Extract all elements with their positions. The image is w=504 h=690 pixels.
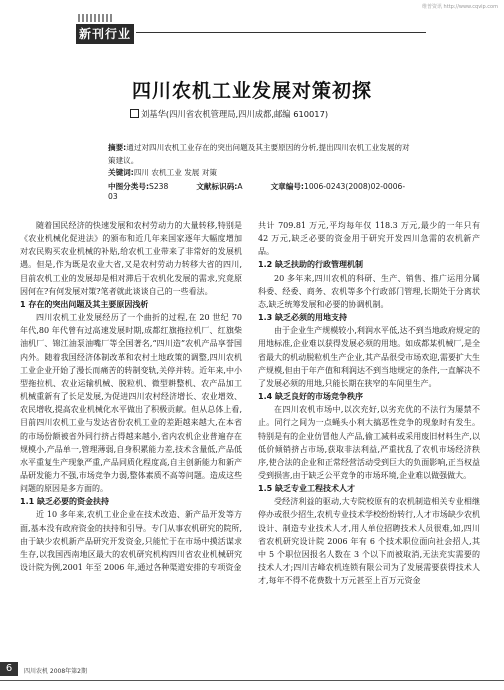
article-title: 四川农机工业发展对策初探: [131, 80, 372, 102]
abstract: [108, 141, 414, 167]
paragraph: 受经济利益的驱动,大专院校原有的农机制造相关专业相继停办或很少招生,农机专业技术学校纷纷转行,人才市场缺少农机设计、制造专业技术人才,用人单位招聘技术人员很难,如,四川省农机研究设计院 2006 年有 6 个技术职位面向社会招人,其中 5 个职位因报名人数在 3 个以下而被取消,无法充实需要的技术人才;四川吉峰农机连锁有限公司为了发展需要获得技术人才,每年不得不花费数十万元甚至上百万元资金: [258, 497, 480, 586]
paragraph: 共计 709.81 万元,平均每年仅 118.3 万元,最少的一年只有 42 万元,缺乏必要的资金用于研究开发四川急需的农机新产品。: [258, 221, 480, 257]
paragraph: 随着国民经济的快速发展和农村劳动力的大量转移,特别是《农业机械化促进法》的颁布和近几年来国家逐年大幅度增加对农民购买农业机械的补贴,给农机工业带来了非常好的发展机遇。但是,作为既是农业大省,又是农村劳动力转移大省的四川,目前农机工业的发展却是相对滞后于农机化发展的需求,究竟原因何在?有何发展对策?笔者就此谈谈自己的一些看法。: [20, 221, 242, 296]
abstract-text: 通过对四川农机工业存在的突出问题及其主要原因的分析,提出四川农机工业发展的对策建议。: [108, 143, 410, 165]
left-column: [20, 219, 242, 574]
doc-code-label: 文献标识码:: [196, 182, 238, 191]
column-logo: 新刊行业: [76, 24, 134, 44]
subsection-heading: 1.2 缺乏扶助的行政管理机制: [258, 260, 363, 270]
checkbox-icon: [130, 109, 139, 118]
footer-rule: [0, 680, 504, 681]
header-rule: [136, 32, 426, 33]
subsection-heading: 1.5 缺乏专业工程技术人才: [258, 484, 355, 494]
clc-label: 中图分类号:: [108, 182, 150, 191]
classification-line: [108, 181, 414, 201]
journal-footer: 四川农机 2008年第2期: [24, 668, 87, 675]
abstract-label: 摘要:: [108, 143, 127, 152]
paragraph: 四川农机工业发展经历了一个曲折的过程,在 20 世纪 70 年代,80 年代曾有过高速发展时期,成都红旗拖拉机厂、红旗柴油机厂、锦江油泵油嘴厂等全国著名,“四川造”农机产品享誉国内外。随着我国经济体制改革和农村土地政策的调整,四川农机工业企业开始了漫长而痛苦的转制变轨,关停并转。近年来,中小型拖拉机、农业运输机械、脱粒机、微型耕整机、农产品加工机械重新有了长足发展,为促进四川农村经济增长、农业增效、农民增收,提高农业机械化水平做出了积极贡献。但从总体上看,目前四川农机工业与发达省份农机工业的差距越来越大,在本省的市场份额被省外同行挤占得越来越小,省内农机企业普遍存在规模小,产品单一,管理薄弱,自身积累能力差,技术含量低,产品低水平重复生产现象严重,产品同质化程度高,自主创新能力和新产品研发能力不强,市场竞争力弱,整体素质不高等问题。造成这些问题的原因是多方面的。: [20, 313, 242, 494]
doc-code-value: A: [237, 182, 243, 191]
section-heading: 1 存在的突出问题及其主要原因浅析: [20, 299, 149, 309]
clc-value: S238: [149, 182, 169, 191]
page-number: 6: [0, 662, 18, 676]
article-no-label: 文章编号:: [270, 182, 304, 191]
paragraph: 在四川农机市场中,以次充好,以劣充优的不法行为屡禁不止。同行之间为一点蝇头小利大搞恶性竞争的现象时有发生。特别是有的企业仿冒他人产品,偷工减料或采用废旧材料生产,以低价倾销挤占市场,获取非法利益,严重扰乱了农机市场经济秩序,使合法的企业和正常经营活动受到巨大的负面影响,正当权益受到损害,由于缺乏公平竞争的市场环境,企业难以做强做大。: [258, 405, 480, 480]
right-column: [258, 219, 480, 587]
subsection-heading: 1.1 缺乏必要的资金扶持: [20, 497, 109, 507]
paragraph: 20 多年来,四川农机的科研、生产、销售、推广运用分属科委、经委、商务、农机等多个行政部门管理,长期处于分离状态,缺乏统筹发展和必要的协调机制。: [258, 273, 480, 309]
logo-decoration: [78, 14, 114, 22]
author-line: [130, 108, 450, 120]
keywords: [108, 167, 414, 178]
subsection-heading: 1.4 缺乏良好的市场竞争秩序: [258, 392, 363, 402]
paragraph: 近 10 多年来,农机工业企业在技术改造、新产品开发等方面,基本没有政府资金的扶持和引导。专门从事农机研究的院所,由于缺少农机新产品研究开发资金,只能忙于在市场中摸活谋求生存,以我国西南地区最大的农机研究机构四川省农业机械研究设计院为例,2001 年至 2006 年,通过各种渠道安排的专项资金: [20, 510, 242, 573]
watermark: 维普资讯 http://www.cqvip.com: [421, 4, 498, 10]
subsection-heading: 1.3 缺乏必须的用地支持: [258, 313, 347, 323]
keywords-label: 关键词:: [108, 168, 134, 177]
author-text: 刘基华(四川省农机管理局,四川成都,邮编 610017): [141, 109, 329, 119]
paragraph: 由于企业生产规模较小,利润水平低,达不到当地政府规定的用地标准,企业难以获得发展必须的用地。如成都某机械厂,是全省最大的机动脱粒机生产企业,其产品很受市场欢迎,需要扩大生产规模,但由于年产值和利润达不到当地规定的条件,一直解决不了发展必须的用地,只能长期在狭窄的车间里生产。: [258, 326, 480, 388]
article-no-value: 1006-0243(2008)02-0006-03: [108, 182, 406, 201]
keywords-text: 四川 农机工业 发展 对策: [133, 168, 218, 177]
